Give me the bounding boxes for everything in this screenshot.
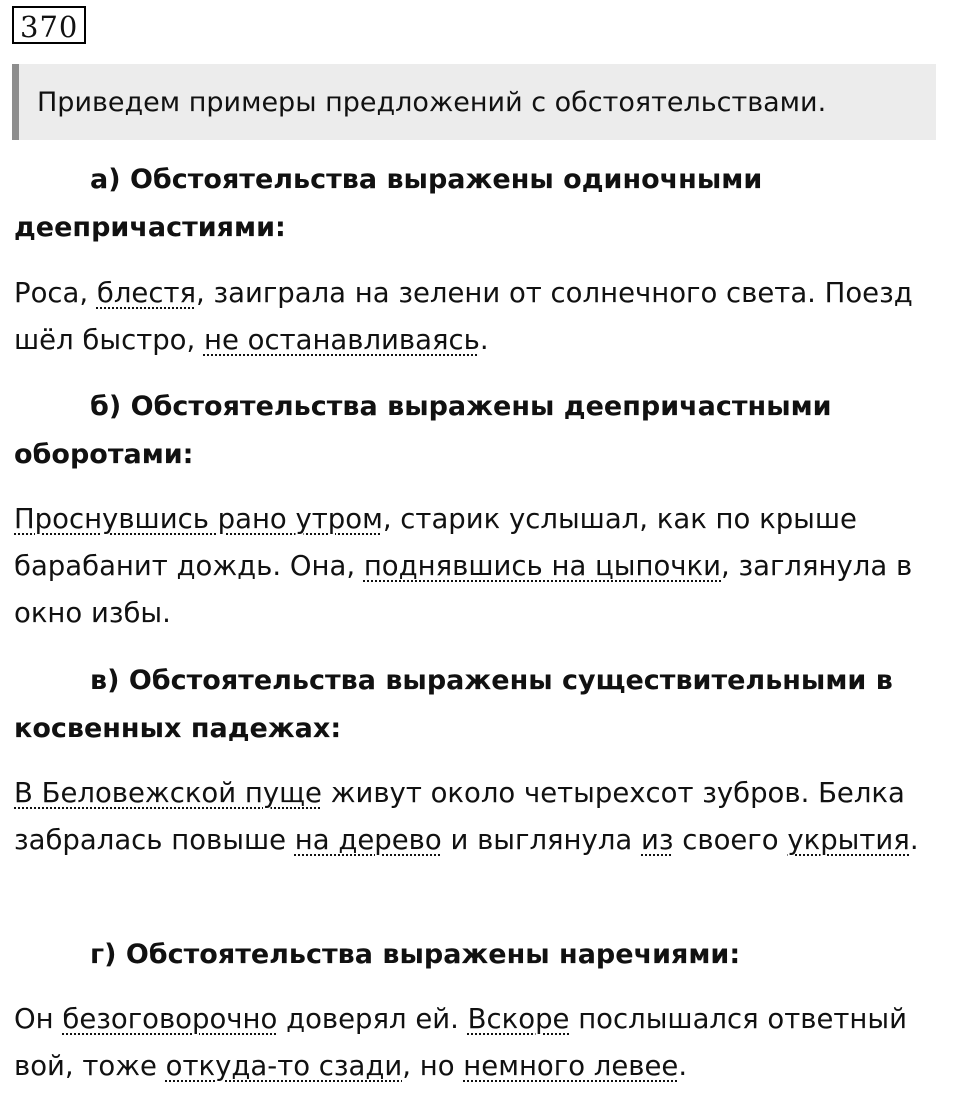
circumstance-underline: на дерево: [294, 824, 442, 856]
circumstance-underline: Проснувшись рано утром: [14, 503, 383, 535]
intro-banner: [12, 64, 936, 140]
circumstance-underline: немного левее: [463, 1050, 679, 1082]
circumstance-underline: Вскоре: [467, 1003, 570, 1035]
circumstance-underline: не останавливаясь: [203, 324, 480, 356]
section-g-heading: г) Обстоятельства выражены наречиями:: [90, 939, 741, 970]
section-g-example: Он безоговорочно доверял ей. Вскоре послышался ответный вой, тоже откуда-то сзади, но немного левее.: [14, 1003, 907, 1082]
section-b-example: Проснувшись рано утром, старик услышал, как по крыше барабанит дождь. Она, поднявшись на цыпочки, заглянула в окно избы.: [14, 503, 913, 629]
circumstance-underline: из: [641, 824, 674, 856]
circumstance-underline: укрытия: [787, 824, 910, 856]
section-a-example: Роса, блестя, заиграла на зелени от солнечного света. Поезд шёл быстро, не останавливаясь.: [14, 277, 913, 356]
circumstance-underline: откуда-то сзади: [165, 1050, 403, 1082]
section-v-heading: в) Обстоятельства выражены существительными в косвенных падежах:: [14, 665, 893, 744]
circumstance-underline: поднявшись на цыпочки: [363, 550, 722, 582]
circumstance-underline: безоговорочно: [62, 1003, 278, 1035]
circumstance-underline: блестя: [96, 277, 197, 309]
section-v-example: В Беловежской пуще живут около четырехсот зубров. Белка забралась повыше на дерево и выглянула из своего укрытия.: [14, 777, 919, 856]
circumstance-underline: В Беловежской пуще: [14, 777, 322, 809]
intro-text: Приведем примеры предложений с обстоятельствами.: [37, 87, 827, 118]
section-b-heading: б) Обстоятельства выражены деепричастными оборотами:: [14, 391, 832, 470]
section-a-heading: а) Обстоятельства выражены одиночными деепричастиями:: [14, 164, 763, 243]
task-number: 370: [12, 6, 86, 44]
